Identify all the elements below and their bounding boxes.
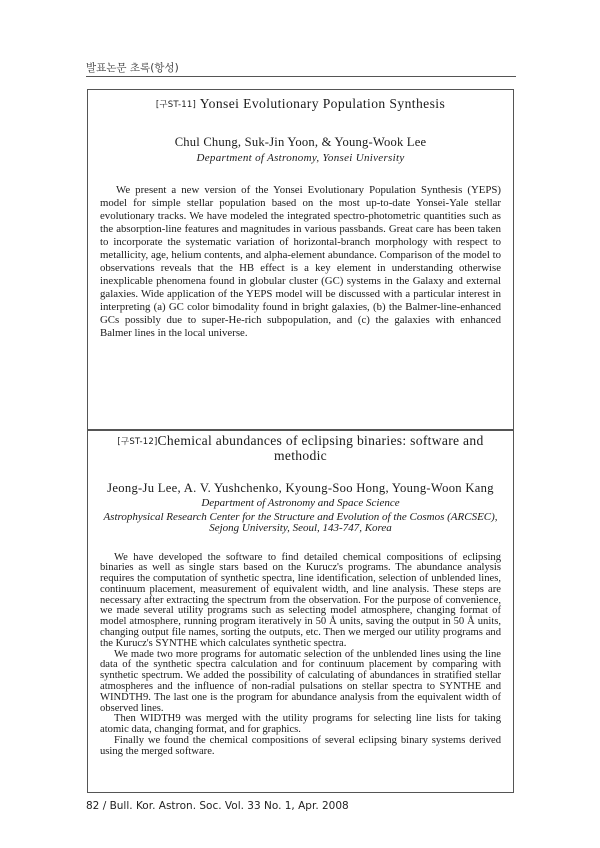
abstract-id-tag: [구ST-11] (155, 100, 196, 110)
abstract-box-st12 (87, 430, 514, 793)
abstract-id-tag: [구ST-12] (117, 437, 158, 447)
page-footer-citation: 82 / Bull. Kor. Astron. Soc. Vol. 33 No. 1, Apr. 2008 (86, 800, 349, 812)
header-rule (86, 76, 516, 77)
running-header: 발표논문 초록(항성) (86, 62, 179, 74)
abstract-paragraph: We made two more programs for automatic selection of the unblended lines using the line data of the synthetic spectra calculation and for continuum placement by comparing with synthetic spectrum. We added the possibility of calculating of abundances in stratified stellar atmospheres and the influence of non-radial pulsations on stellar spectra to SYNTHE and WINDTH9. The last one is the program for abundance analysis from the equivalent width of observed lines. (100, 648, 501, 714)
abstract-title-text: Chemical abundances of eclipsing binaries: software and methodic (157, 433, 484, 463)
abstract-paragraph: Finally we found the chemical compositions of several eclipsing binary systems derived using the merged software. (100, 735, 501, 757)
author-list: Jeong-Ju Lee, A. V. Yushchenko, Kyoung-Soo Hong, Young-Woon Kang (107, 481, 494, 495)
affiliation: Department of Astronomy, Yonsei University (196, 152, 405, 164)
abstract-body (100, 553, 501, 758)
abstract-box-st11 (87, 89, 514, 430)
abstract-paragraph: Then WIDTH9 was merged with the utility programs for selecting line lists for taking atomic data, changing format, and for graphics. (100, 713, 501, 736)
abstract-paragraph: We have developed the software to find detailed chemical compositions of eclipsing binaries as well as single stars based on the Kurucz's programs. The abundance analysis requires the computation of synthetic spectra, line identification, selection of unblended lines, continuum placement, measurement of equivalent width, and line analysis. These steps are necessary after extracting the spectrum from the observation. For the purpose of convenience, we made several utility programs such as selecting model atmosphere, changing format of model atmosphere, running program iteratively in 50 Å units, saving the output in 50 Å units, changing output file names, sorting the outputs, etc. Then we merged our utility programs and the Kurucz's SYNTHE which calculates synthetic spectra. (100, 551, 501, 649)
abstract-title-text: Yonsei Evolutionary Population Synthesis (199, 96, 446, 111)
abstract-title (88, 96, 513, 113)
abstract-title (88, 434, 513, 463)
affiliation-department: Department of Astronomy and Space Science (201, 497, 400, 509)
affiliation-center: Astrophysical Research Center for the Structure and Evolution of the Cosmos (ARCSEC), Sejong University, Seoul, 143-747, Korea (103, 510, 498, 534)
abstract-paragraph: We present a new version of the Yonsei Evolutionary Population Synthesis (YEPS) model for simple stellar population based on the most up-to-date Yonsei-Yale stellar evolutionary tracks. We have modeled the integrated spectro-photometric quantities such as the absorption-line features and magnitudes in various passbands. Great care has been taken to incorporate the systematic variation of horizontal-branch morphology with respect to metallicity, age, helium contents, and alpha-element abundance. Comparison of the model to observations reveals that the HB effect is a key element in understanding otherwise inexplicable phenomena found in globular cluster (GC) systems in the Galaxy and external galaxies. Wide application of the YEPS model will be discussed with a particular interest in interpreting (a) GC color bimodality found in bright galaxies, (b) the Balmer-line-enhanced GCs possibly due to super-He-rich subpopulation, and (c) the galaxies with enhanced Balmer lines in the local universe. (100, 184, 501, 339)
author-list: Chul Chung, Suk-Jin Yoon, & Young-Wook Lee (174, 135, 427, 149)
abstract-body (100, 184, 501, 340)
